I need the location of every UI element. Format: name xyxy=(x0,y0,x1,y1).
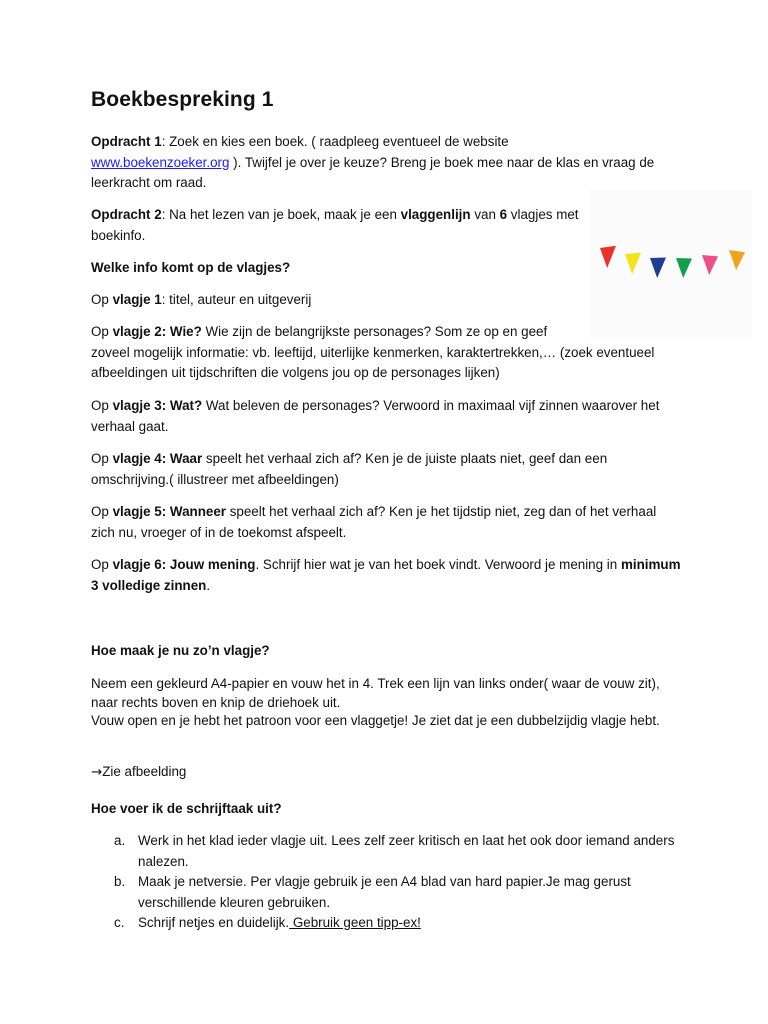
vlagje-3-wat: Wat? xyxy=(169,398,203,413)
vlagje-4-text: speelt het verhaal zich af? Ken je de juiste plaats niet, geef dan een omschrijving.( illustreer met afbeeldingen) xyxy=(91,451,608,487)
list-marker: b. xyxy=(114,874,126,889)
list-marker: a. xyxy=(114,833,126,848)
list-item xyxy=(91,913,681,934)
list-item xyxy=(91,831,681,872)
list-item-text: Werk in het klad ieder vlagje uit. Lees zelf zeer kritisch en laat het ook door iemand anders nalezen. xyxy=(138,833,675,869)
vlagje-6-text: . Schrijf hier wat je van het boek vindt. Verwoord je mening in xyxy=(255,557,621,572)
steps-list xyxy=(91,831,681,934)
list-item-text: Schrijf netjes en duidelijk. xyxy=(138,915,290,930)
zie-afbeelding-text: Zie afbeelding xyxy=(102,764,187,779)
vlagje-5-wanneer: Wanneer xyxy=(169,504,226,519)
opdracht-1-paragraph xyxy=(91,132,681,194)
list-item xyxy=(91,872,681,913)
hoe-heading-text: Hoe maak je nu zo’n vlagje? xyxy=(91,643,270,658)
opdracht-2-text-c: vlagjes met boekinfo. xyxy=(91,207,579,243)
hoe-text-2: Vouw open en je hebt het patroon voor een vlaggetje! Je ziet dat je een dubbelzijdig vlagje hebt. xyxy=(91,713,660,728)
opdracht-2-text-b: van xyxy=(470,207,500,222)
schrijf-heading xyxy=(91,799,681,820)
vlagje-4-sep: : xyxy=(161,451,170,466)
vlagje-2-sep: : xyxy=(161,324,170,339)
schrijf-heading-text: Hoe voer ik de schrijftaak uit? xyxy=(91,801,282,816)
vlagje-3-label: vlagje 3 xyxy=(112,398,162,413)
vlagje-6-label: vlagje 6 xyxy=(112,557,162,572)
vlagje-1-label: vlagje 1 xyxy=(112,292,162,307)
vlagje-4-label: vlagje 4 xyxy=(112,451,162,466)
vlagje-1-op: Op xyxy=(91,292,113,307)
vlagje-6-paragraph xyxy=(91,555,681,596)
opdracht-1-text-a: : Zoek en kies een boek. ( raadpleeg eventueel de website xyxy=(161,134,509,149)
list-item-underlined: Gebruik geen tipp-ex! xyxy=(289,915,421,930)
hoe-paragraph xyxy=(91,675,681,731)
vlagje-6-minimum: minimum 3 volledige zinnen xyxy=(91,557,681,593)
hoe-heading xyxy=(91,641,681,662)
opdracht-2-paragraph xyxy=(91,205,586,246)
page-title: Boekbespreking 1 xyxy=(91,88,274,111)
vlagje-3-op: Op xyxy=(91,398,113,413)
zie-afbeelding xyxy=(91,762,681,784)
vlagje-2-wie: Wie? xyxy=(169,324,202,339)
vlagje-3-paragraph xyxy=(91,396,681,437)
opdracht-2-label: Opdracht 2 xyxy=(91,207,162,222)
vlagje-4-op: Op xyxy=(91,451,113,466)
arrow-right-icon: → xyxy=(91,765,103,780)
vlagje-2-line1: Wie zijn de belangrijkste personages? Som ze op en geef xyxy=(201,324,548,339)
vlagje-2-label: vlagje 2 xyxy=(112,324,162,339)
vlagje-4-waar: Waar xyxy=(169,451,203,466)
vlagje-1-text: : titel, auteur en uitgeverij xyxy=(161,292,312,307)
vlagje-6-end: . xyxy=(206,577,211,593)
vlagje-6-op: Op xyxy=(91,557,113,572)
list-marker: c. xyxy=(114,915,125,930)
bunting-image xyxy=(590,190,752,340)
vlagje-5-sep: : xyxy=(161,504,170,519)
vlagje-6-mening: Jouw mening xyxy=(169,557,256,572)
hoe-text-1: Neem een gekleurd A4-papier en vouw het in 4. Trek een lijn van links onder( waar de vouw zit), naar rechts boven en knip de driehoek uit. xyxy=(91,676,660,710)
opdracht-2-count: 6 xyxy=(499,207,508,222)
vlagje-3-text: Wat beleven de personages? Verwoord in maximaal vijf zinnen waarover het verhaal gaat. xyxy=(91,398,660,434)
vlagje-5-op: Op xyxy=(91,504,113,519)
vlagje-5-label: vlagje 5 xyxy=(112,504,162,519)
list-item-text: Maak je netversie. Per vlagje gebruik je een A4 blad van hard papier.Je mag gerust verschillende kleuren gebruiken. xyxy=(138,874,631,910)
vlagje-5-text: speelt het verhaal zich af? Ken je het tijdstip niet, zeg dan of het verhaal zich nu, vroeger of in de toekomst afspeelt. xyxy=(91,504,657,540)
opdracht-1-label: Opdracht 1 xyxy=(91,134,162,149)
vlagje-5-paragraph xyxy=(91,502,681,543)
vlagje-6-sep: : xyxy=(161,557,170,572)
opdracht-2-text-a: : Na het lezen van je boek, maak je een xyxy=(161,207,401,222)
opdracht-2-vlaggenlijn: vlaggenlijn xyxy=(400,207,471,222)
boekenzoeker-link[interactable]: www.boekenzoeker.org xyxy=(91,154,230,170)
vlagje-3-sep: : xyxy=(161,398,170,413)
opdracht-1-text-b: ). Twijfel je over je keuze? Breng je boek mee naar de klas en vraag de leerkracht om raad. xyxy=(91,154,655,190)
info-heading-text: Welke info komt op de vlagjes? xyxy=(91,260,291,275)
vlagje-4-paragraph xyxy=(91,449,681,490)
vlagje-2-op: Op xyxy=(91,324,113,339)
vlagje-2-line2: zoveel mogelijk informatie: vb. leeftijd, uiterlijke kenmerken, karaktertrekken,… (zoek eventueel afbeeldingen uit tijdschriften die volgens jou op de personages lijken) xyxy=(91,344,655,380)
